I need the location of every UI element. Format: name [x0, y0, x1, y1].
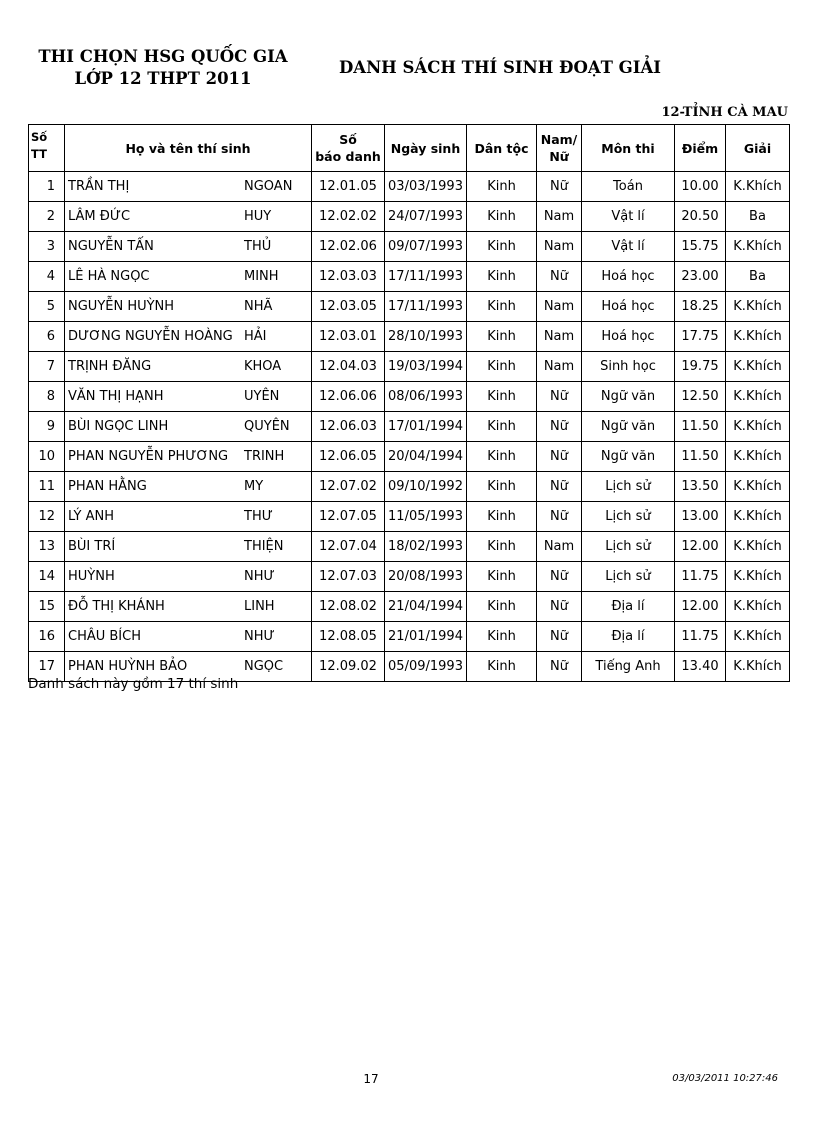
- cell-last-name: TRẦN THỊ: [68, 179, 130, 194]
- cell-score: 13.40: [675, 652, 726, 682]
- col-stt: Số TT: [29, 125, 65, 172]
- cell-gender: Nữ: [537, 622, 582, 652]
- cell-last-name: PHAN HẰNG: [68, 479, 147, 494]
- cell-subject: Hoá học: [582, 262, 675, 292]
- cell-subject: Địa lí: [582, 592, 675, 622]
- print-timestamp: 03/03/2011 10:27:46: [672, 1073, 778, 1084]
- cell-ethnic: Kinh: [467, 652, 537, 682]
- cell-ethnic: Kinh: [467, 202, 537, 232]
- table-row: [29, 352, 790, 382]
- cell-sbd: 12.02.06: [312, 232, 385, 262]
- cell-stt: 9: [29, 412, 65, 442]
- cell-ethnic: Kinh: [467, 622, 537, 652]
- table-row: [29, 622, 790, 652]
- cell-first-name: UYÊN: [244, 389, 280, 404]
- cell-name: [65, 382, 312, 412]
- cell-sbd: 12.03.01: [312, 322, 385, 352]
- cell-gender: Nữ: [537, 562, 582, 592]
- cell-first-name: LINH: [244, 599, 275, 614]
- cell-name: [65, 292, 312, 322]
- cell-stt: 12: [29, 502, 65, 532]
- cell-prize: K.Khích: [726, 502, 790, 532]
- cell-first-name: QUYÊN: [244, 419, 290, 434]
- cell-sbd: 12.07.03: [312, 562, 385, 592]
- cell-name: [65, 232, 312, 262]
- cell-prize: K.Khích: [726, 472, 790, 502]
- list-title: DANH SÁCH THÍ SINH ĐOẠT GIẢI: [338, 58, 662, 77]
- cell-ethnic: Kinh: [467, 322, 537, 352]
- cell-first-name: NGOAN: [244, 179, 293, 194]
- cell-subject: Vật lí: [582, 232, 675, 262]
- cell-dob: 17/01/1994: [385, 412, 467, 442]
- cell-subject: Vật lí: [582, 202, 675, 232]
- cell-gender: Nữ: [537, 412, 582, 442]
- cell-gender: Nam: [537, 202, 582, 232]
- cell-score: 12.00: [675, 592, 726, 622]
- table-row: [29, 202, 790, 232]
- cell-first-name: HUY: [244, 209, 272, 224]
- cell-prize: K.Khích: [726, 292, 790, 322]
- cell-ethnic: Kinh: [467, 592, 537, 622]
- cell-prize: K.Khích: [726, 352, 790, 382]
- col-sbd-line2: báo danh: [315, 149, 381, 164]
- cell-name: [65, 502, 312, 532]
- cell-first-name: THỦ: [244, 239, 272, 254]
- cell-prize: Ba: [726, 202, 790, 232]
- cell-dob: 18/02/1993: [385, 532, 467, 562]
- cell-prize: K.Khích: [726, 622, 790, 652]
- cell-dob: 20/08/1993: [385, 562, 467, 592]
- cell-first-name: THƯ: [244, 509, 273, 524]
- cell-dob: 05/09/1993: [385, 652, 467, 682]
- cell-first-name: NHƯ: [244, 629, 275, 644]
- cell-sbd: 12.03.03: [312, 262, 385, 292]
- cell-ethnic: Kinh: [467, 232, 537, 262]
- exam-title-line2: LỚP 12 THPT 2011: [74, 69, 252, 88]
- cell-name: [65, 532, 312, 562]
- cell-ethnic: Kinh: [467, 262, 537, 292]
- cell-sbd: 12.08.05: [312, 622, 385, 652]
- cell-last-name: NGUYỄN TẤN: [68, 239, 154, 254]
- cell-subject: Lịch sử: [582, 532, 675, 562]
- cell-subject: Hoá học: [582, 292, 675, 322]
- cell-gender: Nữ: [537, 262, 582, 292]
- cell-gender: Nam: [537, 532, 582, 562]
- cell-prize: K.Khích: [726, 562, 790, 592]
- cell-score: 13.50: [675, 472, 726, 502]
- cell-last-name: NGUYỄN HUỲNH: [68, 299, 175, 314]
- cell-subject: Ngữ văn: [582, 412, 675, 442]
- cell-gender: Nữ: [537, 442, 582, 472]
- cell-stt: 10: [29, 442, 65, 472]
- cell-last-name: VĂN THỊ HẠNH: [68, 389, 164, 404]
- cell-last-name: CHÂU BÍCH: [68, 629, 141, 644]
- col-subject: Môn thi: [582, 125, 675, 172]
- cell-score: 18.25: [675, 292, 726, 322]
- cell-subject: Lịch sử: [582, 502, 675, 532]
- province-label: 12-TỈNH CÀ MAU: [661, 105, 788, 120]
- cell-prize: K.Khích: [726, 532, 790, 562]
- cell-sbd: 12.03.05: [312, 292, 385, 322]
- cell-first-name: HẢI: [244, 329, 267, 344]
- cell-prize: Ba: [726, 262, 790, 292]
- table-row: [29, 322, 790, 352]
- table-row: [29, 172, 790, 202]
- col-gender-line2: Nữ: [549, 149, 569, 164]
- cell-stt: 3: [29, 232, 65, 262]
- cell-last-name: PHAN HUỲNH BẢO: [68, 659, 188, 674]
- cell-last-name: LÊ HÀ NGỌC: [68, 269, 150, 284]
- cell-last-name: BÙI NGỌC LINH: [68, 419, 169, 434]
- cell-subject: Ngữ văn: [582, 382, 675, 412]
- table-row: [29, 592, 790, 622]
- cell-subject: Toán: [582, 172, 675, 202]
- cell-subject: Tiếng Anh: [582, 652, 675, 682]
- cell-prize: K.Khích: [726, 382, 790, 412]
- cell-dob: 21/04/1994: [385, 592, 467, 622]
- cell-score: 12.50: [675, 382, 726, 412]
- cell-last-name: TRỊNH ĐĂNG: [68, 359, 152, 374]
- cell-sbd: 12.04.03: [312, 352, 385, 382]
- cell-name: [65, 352, 312, 382]
- cell-score: 20.50: [675, 202, 726, 232]
- cell-last-name: DƯƠNG NGUYỄN HOÀNG: [68, 329, 233, 344]
- cell-stt: 7: [29, 352, 65, 382]
- cell-name: [65, 202, 312, 232]
- table-row: [29, 562, 790, 592]
- cell-gender: Nam: [537, 322, 582, 352]
- col-dob: Ngày sinh: [385, 125, 467, 172]
- table-row: [29, 412, 790, 442]
- cell-gender: Nam: [537, 292, 582, 322]
- table-row: [29, 502, 790, 532]
- cell-stt: 14: [29, 562, 65, 592]
- cell-dob: 17/11/1993: [385, 262, 467, 292]
- cell-first-name: MINH: [244, 269, 279, 284]
- exam-title-line1: THI CHỌN HSG QUỐC GIA: [38, 47, 288, 66]
- cell-sbd: 12.06.06: [312, 382, 385, 412]
- cell-name: [65, 172, 312, 202]
- cell-dob: 20/04/1994: [385, 442, 467, 472]
- cell-sbd: 12.07.04: [312, 532, 385, 562]
- cell-ethnic: Kinh: [467, 562, 537, 592]
- cell-score: 11.50: [675, 442, 726, 472]
- cell-ethnic: Kinh: [467, 292, 537, 322]
- cell-last-name: PHAN NGUYỄN PHƯƠNG: [68, 449, 229, 464]
- table-row: [29, 382, 790, 412]
- table-header-row: [29, 125, 790, 172]
- cell-ethnic: Kinh: [467, 412, 537, 442]
- cell-stt: 13: [29, 532, 65, 562]
- cell-dob: 09/10/1992: [385, 472, 467, 502]
- cell-dob: 19/03/1994: [385, 352, 467, 382]
- cell-dob: 17/11/1993: [385, 292, 467, 322]
- cell-stt: 1: [29, 172, 65, 202]
- cell-gender: Nam: [537, 352, 582, 382]
- cell-dob: 08/06/1993: [385, 382, 467, 412]
- cell-dob: 28/10/1993: [385, 322, 467, 352]
- cell-score: 23.00: [675, 262, 726, 292]
- cell-dob: 11/05/1993: [385, 502, 467, 532]
- cell-ethnic: Kinh: [467, 442, 537, 472]
- cell-sbd: 12.09.02: [312, 652, 385, 682]
- cell-subject: Hoá học: [582, 322, 675, 352]
- cell-gender: Nữ: [537, 382, 582, 412]
- table-row: [29, 442, 790, 472]
- cell-name: [65, 592, 312, 622]
- cell-name: [65, 562, 312, 592]
- table-row: [29, 532, 790, 562]
- cell-score: 15.75: [675, 232, 726, 262]
- cell-sbd: 12.02.02: [312, 202, 385, 232]
- cell-stt: 15: [29, 592, 65, 622]
- cell-sbd: 12.07.02: [312, 472, 385, 502]
- cell-subject: Ngữ văn: [582, 442, 675, 472]
- footnote: Danh sách này gồm 17 thí sinh: [28, 676, 239, 692]
- col-sbd: [312, 125, 385, 172]
- cell-ethnic: Kinh: [467, 532, 537, 562]
- cell-stt: 16: [29, 622, 65, 652]
- col-name: Họ và tên thí sinh: [65, 125, 312, 172]
- cell-ethnic: Kinh: [467, 502, 537, 532]
- cell-name: [65, 472, 312, 502]
- cell-subject: Lịch sử: [582, 472, 675, 502]
- col-ethnic: Dân tộc: [467, 125, 537, 172]
- cell-sbd: 12.07.05: [312, 502, 385, 532]
- cell-dob: 03/03/1993: [385, 172, 467, 202]
- cell-score: 10.00: [675, 172, 726, 202]
- cell-stt: 8: [29, 382, 65, 412]
- cell-score: 11.50: [675, 412, 726, 442]
- cell-prize: K.Khích: [726, 232, 790, 262]
- cell-first-name: NHƯ: [244, 569, 275, 584]
- cell-subject: Sinh học: [582, 352, 675, 382]
- cell-gender: Nữ: [537, 502, 582, 532]
- table-row: [29, 292, 790, 322]
- cell-first-name: NHÃ: [244, 299, 273, 314]
- cell-sbd: 12.01.05: [312, 172, 385, 202]
- col-gender-line1: Nam/: [540, 132, 578, 147]
- cell-stt: 5: [29, 292, 65, 322]
- cell-score: 17.75: [675, 322, 726, 352]
- cell-stt: 4: [29, 262, 65, 292]
- col-gender: [537, 125, 582, 172]
- cell-last-name: ĐỖ THỊ KHÁNH: [68, 599, 165, 614]
- cell-ethnic: Kinh: [467, 472, 537, 502]
- cell-prize: K.Khích: [726, 322, 790, 352]
- cell-first-name: TRINH: [244, 449, 285, 464]
- cell-ethnic: Kinh: [467, 352, 537, 382]
- cell-name: [65, 412, 312, 442]
- cell-gender: Nữ: [537, 472, 582, 502]
- cell-dob: 24/07/1993: [385, 202, 467, 232]
- cell-name: [65, 622, 312, 652]
- cell-sbd: 12.08.02: [312, 592, 385, 622]
- cell-ethnic: Kinh: [467, 172, 537, 202]
- cell-gender: Nữ: [537, 652, 582, 682]
- cell-first-name: NGỌC: [244, 659, 284, 674]
- cell-score: 13.00: [675, 502, 726, 532]
- cell-name: [65, 262, 312, 292]
- cell-score: 12.00: [675, 532, 726, 562]
- cell-prize: K.Khích: [726, 592, 790, 622]
- cell-stt: 11: [29, 472, 65, 502]
- cell-stt: 6: [29, 322, 65, 352]
- cell-first-name: THIỆN: [244, 539, 284, 554]
- table-row: [29, 232, 790, 262]
- cell-score: 19.75: [675, 352, 726, 382]
- cell-first-name: MY: [244, 479, 264, 494]
- results-table: [28, 124, 790, 682]
- cell-score: 11.75: [675, 562, 726, 592]
- cell-gender: Nữ: [537, 592, 582, 622]
- cell-prize: K.Khích: [726, 442, 790, 472]
- cell-name: [65, 442, 312, 472]
- cell-ethnic: Kinh: [467, 382, 537, 412]
- cell-gender: Nữ: [537, 172, 582, 202]
- exam-title: [28, 46, 298, 90]
- cell-sbd: 12.06.05: [312, 442, 385, 472]
- cell-stt: 17: [29, 652, 65, 682]
- cell-last-name: BÙI TRÍ: [68, 539, 116, 554]
- cell-name: [65, 322, 312, 352]
- cell-last-name: LÝ ANH: [68, 509, 114, 524]
- cell-stt: 2: [29, 202, 65, 232]
- col-prize: Giải: [726, 125, 790, 172]
- cell-prize: K.Khích: [726, 412, 790, 442]
- cell-last-name: LÂM ĐỨC: [68, 209, 131, 224]
- table-row: [29, 262, 790, 292]
- cell-prize: K.Khích: [726, 172, 790, 202]
- cell-dob: 21/01/1994: [385, 622, 467, 652]
- cell-subject: Địa lí: [582, 622, 675, 652]
- cell-first-name: KHOA: [244, 359, 282, 374]
- cell-sbd: 12.06.03: [312, 412, 385, 442]
- col-score: Điểm: [675, 125, 726, 172]
- cell-last-name: HUỲNH: [68, 569, 115, 584]
- table-row: [29, 472, 790, 502]
- cell-gender: Nam: [537, 232, 582, 262]
- col-sbd-line1: Số: [339, 132, 357, 147]
- cell-subject: Lịch sử: [582, 562, 675, 592]
- cell-score: 11.75: [675, 622, 726, 652]
- cell-prize: K.Khích: [726, 652, 790, 682]
- page-number: 17: [363, 1072, 379, 1086]
- cell-dob: 09/07/1993: [385, 232, 467, 262]
